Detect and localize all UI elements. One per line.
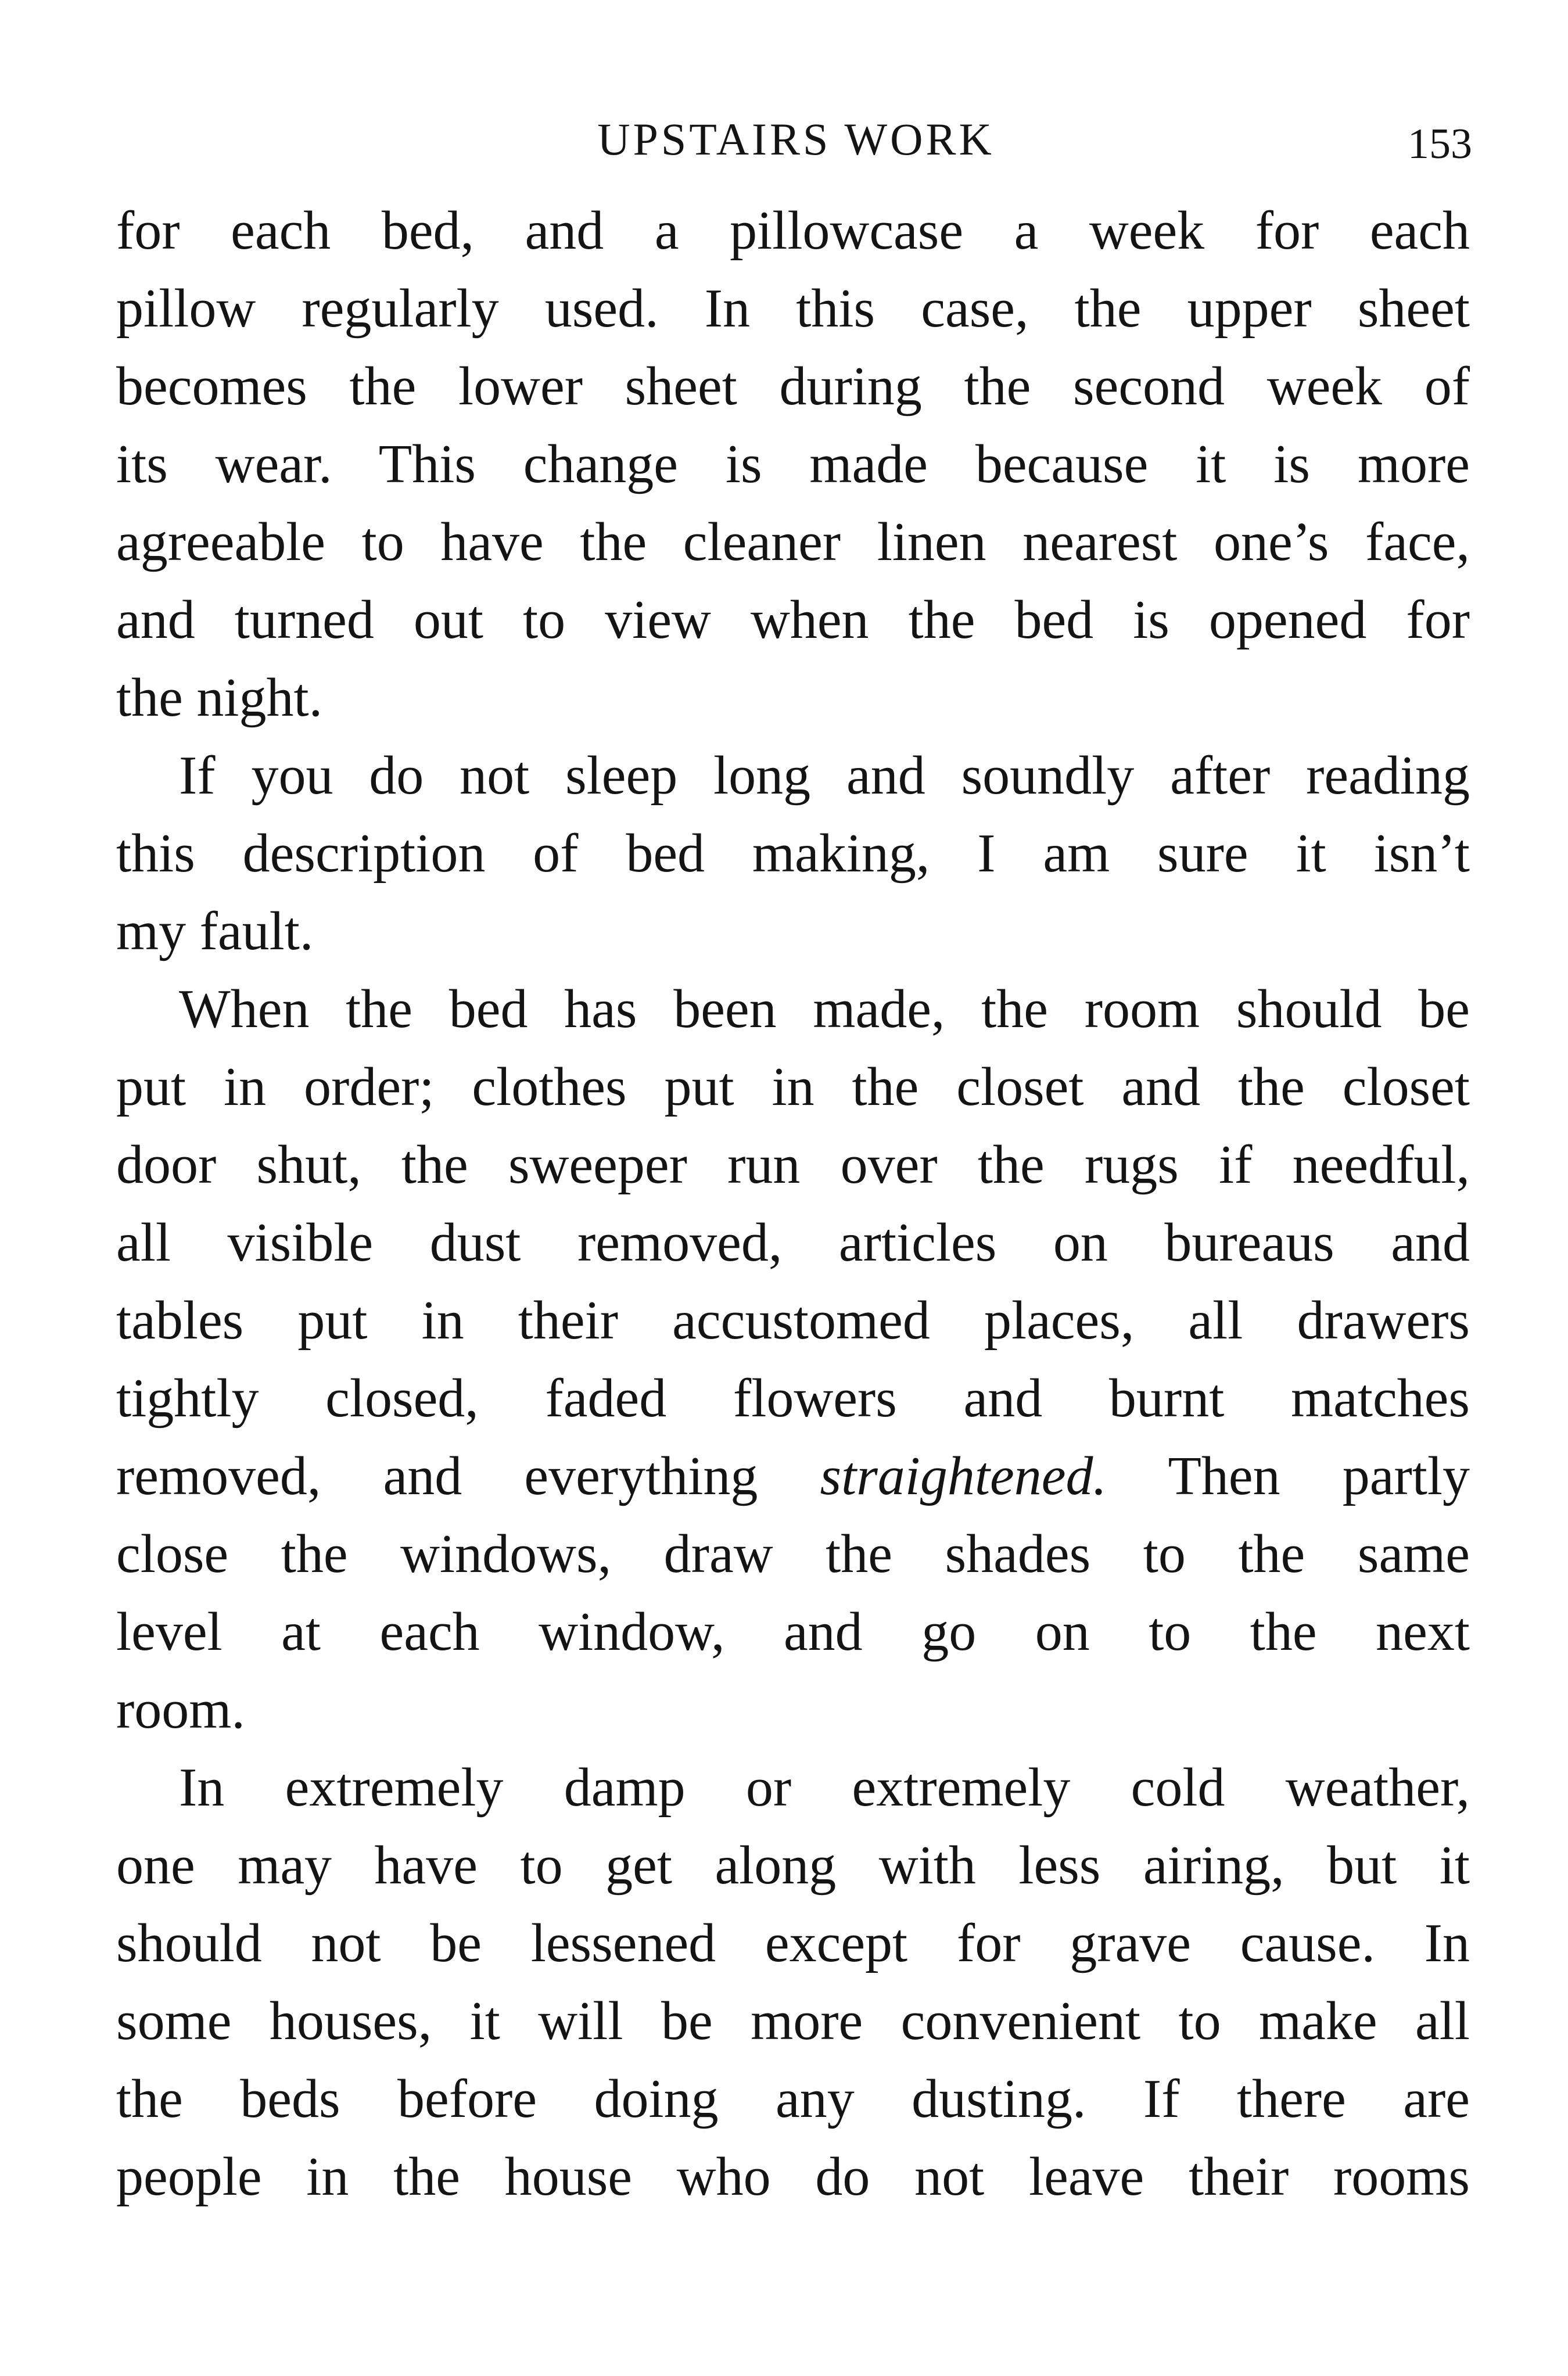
text-line-with-italic xyxy=(116,1437,1470,1515)
text-line: my fault. xyxy=(116,901,314,961)
text-line: and turned out to view when the bed is opened for xyxy=(116,590,1470,650)
text-line: If you do not sleep long and soundly after reading xyxy=(179,745,1470,806)
text-run: Then partly xyxy=(1107,1446,1470,1506)
paragraph-3 xyxy=(116,970,1470,1749)
text-line: people in the house who do not leave their rooms xyxy=(116,2147,1470,2207)
text-line: some houses, it will be more convenient to make all xyxy=(116,1991,1470,2051)
text-line: one may have to get along with less airing, but it xyxy=(116,1835,1470,1896)
text-line: the beds before doing any dusting. If there are xyxy=(116,2069,1470,2129)
text-line: close the windows, draw the shades to the same xyxy=(116,1524,1470,1584)
page-number: 153 xyxy=(1408,120,1472,168)
text-line: agreeable to have the cleaner linen nearest one’s face, xyxy=(116,512,1470,572)
text-line: this description of bed making, I am sure it isn’t xyxy=(116,823,1470,884)
text-run: removed, and everything xyxy=(116,1446,820,1506)
text-line: put in order; clothes put in the closet and the closet xyxy=(116,1057,1470,1117)
body-text xyxy=(116,192,1470,2216)
text-line: becomes the lower sheet during the second week of xyxy=(116,356,1470,417)
text-line: for each bed, and a pillowcase a week for each xyxy=(116,200,1470,261)
text-line: tables put in their accustomed places, all drawers xyxy=(116,1290,1470,1351)
text-line: When the bed has been made, the room should be xyxy=(179,979,1470,1039)
running-head xyxy=(116,110,1476,174)
paragraph-4 xyxy=(116,1749,1470,2216)
paragraph-2 xyxy=(116,737,1470,970)
text-line: pillow regularly used. In this case, the upper sheet xyxy=(116,278,1470,339)
text-line: its wear. This change is made because it is more xyxy=(116,434,1470,494)
text-line: In extremely damp or extremely cold weather, xyxy=(179,1757,1470,1818)
text-line: should not be lessened except for grave cause. In xyxy=(116,1913,1470,1973)
text-line: tightly closed, faded flowers and burnt matches xyxy=(116,1368,1470,1429)
paragraph-1 xyxy=(116,192,1470,737)
chapter-title: UPSTAIRS WORK xyxy=(597,114,995,164)
text-line: all visible dust removed, articles on bureaus and xyxy=(116,1212,1470,1273)
text-line: the night. xyxy=(116,667,323,728)
text-line: level at each window, and go on to the next xyxy=(116,1602,1470,1662)
text-line: door shut, the sweeper run over the rugs if needful, xyxy=(116,1135,1470,1195)
text-line: room. xyxy=(116,1679,245,1740)
italic-word: straightened. xyxy=(820,1446,1107,1506)
